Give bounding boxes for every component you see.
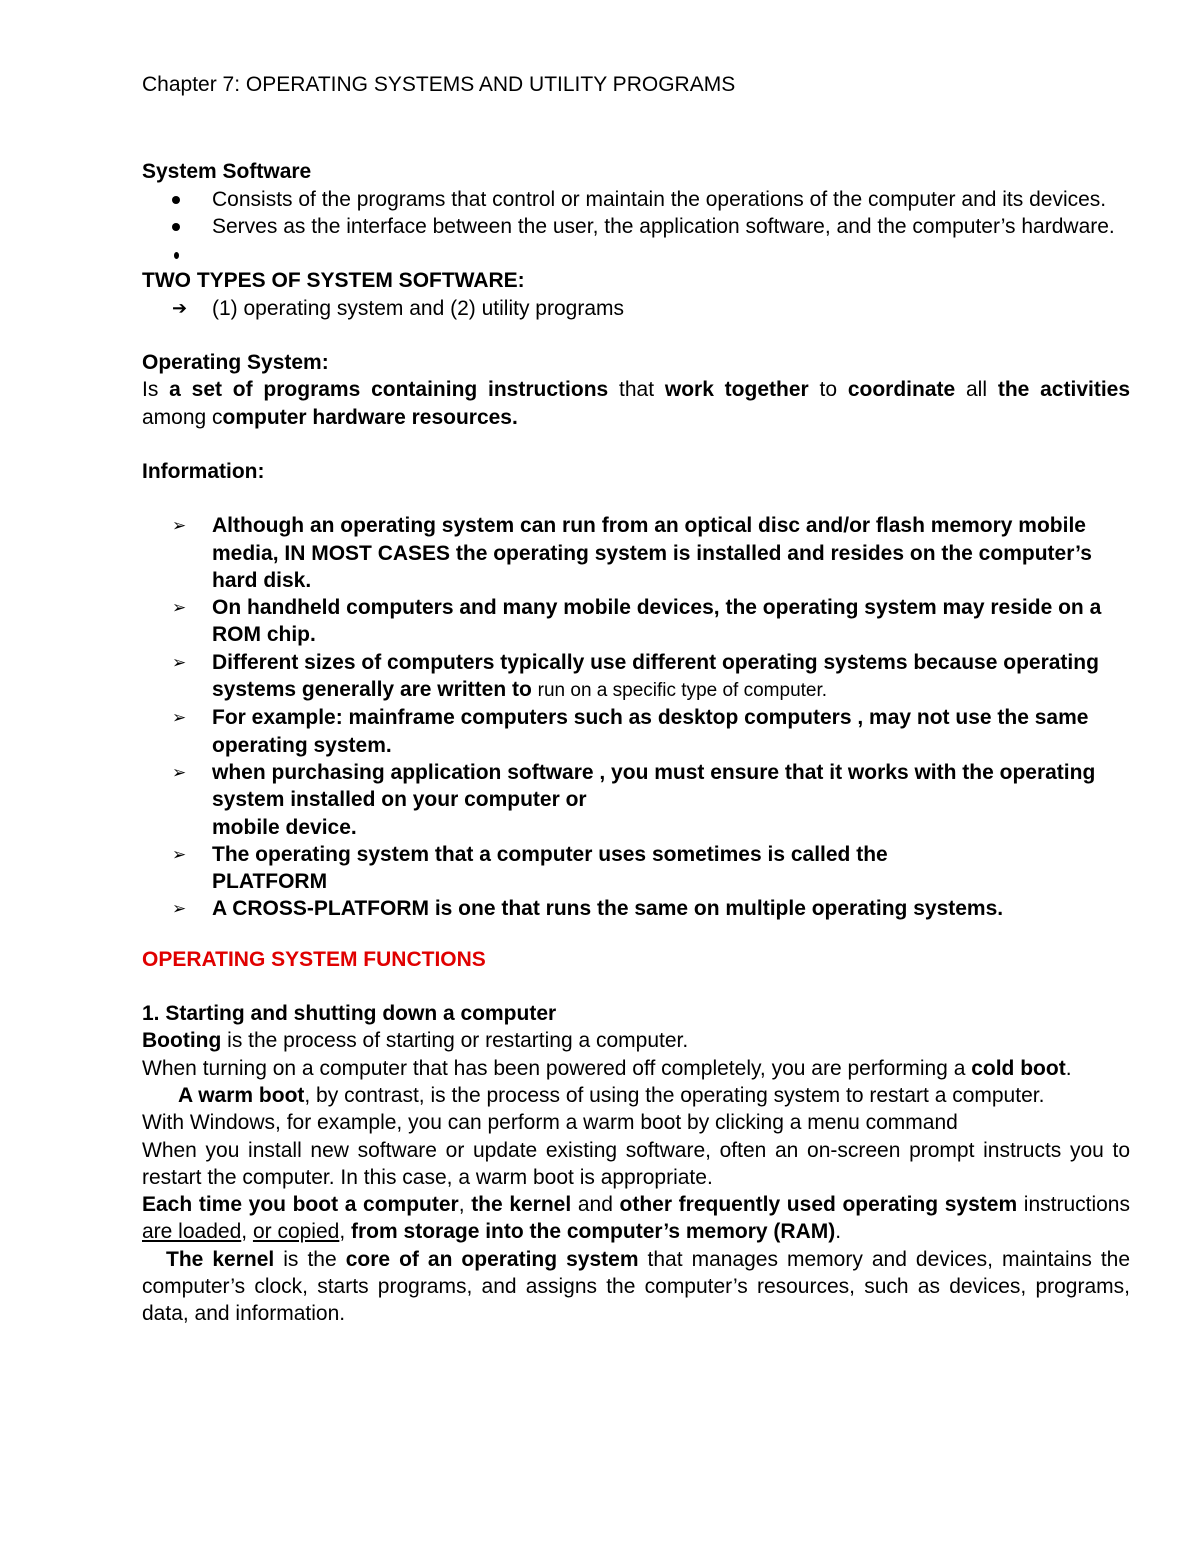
two-types-heading: TWO TYPES OF SYSTEM SOFTWARE: [142,269,525,293]
windows-paragraph: With Windows, for example, you can perform a warm boot by clicking a menu command [142,1111,958,1135]
functions-heading: OPERATING SYSTEM FUNCTIONS [142,947,486,971]
list-item: ➢ Although an operating system can run from an optical disc and/or flash memory mobile media, IN MOST CASES the operating system is installed and resides on the computer’s hard disk. [172,514,1092,592]
chapter-title: Chapter 7: OPERATING SYSTEMS AND UTILITY PROGRAMS [142,73,736,96]
information-list [142,512,1130,922]
boot-load-paragraph: Each time you boot a computer, the kernel and other frequently used operating system instructions are loaded, or copied, from storage into the computer’s memory (RAM). [142,1193,1130,1244]
bullet-dot-icon [172,240,202,267]
information-heading: Information: [142,459,265,483]
cold-boot-paragraph: When turning on a computer that has been powered off completely, you are performing a cold boot. [142,1056,1072,1080]
system-software-heading: System Software [142,160,312,184]
arrowhead-bullet-icon: ➢ [172,899,187,919]
kernel-paragraph: The kernel is the core of an operating system that manages memory and devices, maintains the computer’s clock, starts programs, and assigns the computer’s resources, such as devices, programs, data, and information. [142,1247,1131,1326]
booting-paragraph: Booting is the process of starting or restarting a computer. [142,1029,689,1053]
bullet-dot-icon [172,213,202,240]
list-item: ➢ The operating system that a computer uses sometimes is called the PLATFORM [172,842,888,894]
list-item: Serves as the interface between the user, the application software, and the computer’s hardware. [142,213,1130,240]
warm-boot-paragraph: A warm boot, by contrast, is the process of using the operating system to restart a computer. [178,1083,1045,1107]
list-item: ➢ Different sizes of computers typically use different operating systems because operating systems generally are written to run on a specific type of computer. [172,650,1099,702]
arrowhead-bullet-icon: ➢ [172,598,187,618]
function-1-heading: 1. Starting and shutting down a computer [142,1002,557,1026]
list-item: ➢ On handheld computers and many mobile devices, the operating system may reside on a ROM chip. [172,596,1102,647]
operating-system-definition: Is a set of programs containing instructions that work together to coordinate all the activities among computer hardware resources. [142,378,1131,429]
arrowhead-bullet-icon: ➢ [172,762,187,782]
bullet-dot-icon [172,186,202,213]
arrowhead-bullet-icon: ➢ [172,708,187,728]
list-item [142,240,1130,267]
arrowhead-bullet-icon: ➢ [172,844,187,864]
install-paragraph: When you install new software or update existing software, often an on-screen prompt instructs you to restart the computer. In this case, a warm boot is appropriate. [142,1138,1130,1189]
arrowhead-bullet-icon: ➢ [172,516,187,536]
arrow-right-icon: ➔ [172,297,188,318]
list-item: ➢ A CROSS-PLATFORM is one that runs the same on multiple operating systems. [142,895,1130,922]
list-item: Consists of the programs that control or maintain the operations of the computer and its devices. [142,186,1130,213]
system-software-list [142,186,1130,268]
operating-system-heading: Operating System: [142,351,329,375]
arrowhead-bullet-icon: ➢ [172,652,187,672]
two-types-list [142,295,1130,322]
list-item: ➢ For example: mainframe computers such as desktop computers , may not use the same operating system. [172,706,1089,757]
list-item: ➔ (1) operating system and (2) utility programs [142,295,1130,322]
list-item: ➢ when purchasing application software , you must ensure that it works with the operating system installed on your computer or mobile device. [172,760,1096,839]
